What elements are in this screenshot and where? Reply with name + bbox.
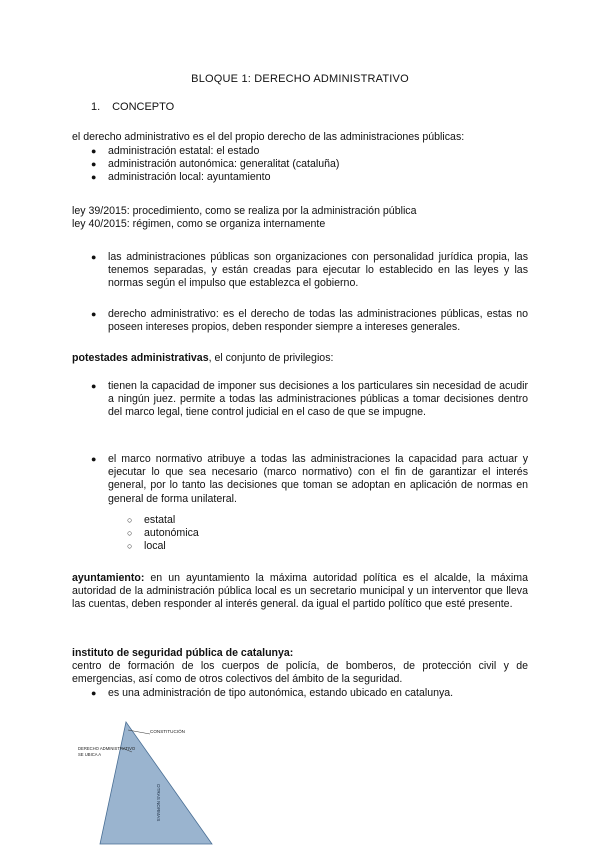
marco-bullet bbox=[91, 453, 528, 506]
list-item: ● administración local: ayuntamiento bbox=[91, 171, 271, 184]
bullet-icon: ● bbox=[91, 159, 97, 170]
list-item: ● administración autonómica: generalitat (cataluña) bbox=[91, 158, 340, 171]
laws-block bbox=[72, 205, 528, 231]
circle-bullet-icon: ○ bbox=[127, 515, 133, 525]
section-heading bbox=[91, 101, 174, 113]
instituto-bullet bbox=[91, 687, 528, 700]
admin-types-list bbox=[91, 145, 528, 185]
potestades-label: potestades administrativas bbox=[72, 352, 209, 364]
bullet-icon: ● bbox=[91, 309, 97, 319]
label-constitucion: CONSTITUCIÓN bbox=[150, 729, 185, 734]
potestades-rest: , el conjunto de privilegios: bbox=[208, 352, 334, 364]
list-item: ● es una administración de tipo autonómica, estando ubicado en catalunya. bbox=[91, 687, 454, 699]
bullet-icon: ● bbox=[91, 146, 97, 156]
pyramid-diagram bbox=[70, 718, 230, 848]
instituto-paragraph: centro de formación de los cuerpos de policía, de bomberos, de protección civil y de emergencias, así como de otros colectivos del ámbito de la seguridad. bbox=[72, 660, 528, 686]
section-title: CONCEPTO bbox=[112, 101, 175, 113]
derecho-admin-bullet bbox=[91, 308, 528, 334]
list-item: ● tienen la capacidad de imponer sus decisiones a los particulares sin necesidad de acudir a ningún juez. permite a todas las administraciones públicas a tomar decisiones dentro del marco legal, tiene control judicial en el caso de que se impugne. bbox=[91, 380, 528, 419]
ayuntamiento-paragraph: ayuntamiento: en un ayuntamiento la máxima autoridad política es el alcalde, la máxima autoridad de la administración pública local es un secretario municipal y un interventor que lleva las cuentas, deben responder al interés general. da igual el partido político que esté presente. bbox=[72, 572, 528, 611]
list-item: ● administración estatal: el estado bbox=[91, 145, 260, 157]
bullet-icon: ● bbox=[91, 381, 97, 391]
bullet-icon: ● bbox=[91, 688, 97, 698]
list-item: ● el marco normativo atribuye a todas las administraciones la capacidad para actuar y ejecutar lo que sea necesario (marco normativo) con el fin de garantizar el interés general, por lo tanto las decisiones que toman se adoptan en aplicación de normas en general de forma unilateral. bbox=[91, 453, 528, 505]
bullet-icon: ● bbox=[91, 454, 97, 464]
label-derecho-administrativo: DERECHO ADMINISTRATIVO bbox=[78, 746, 136, 751]
potestades-heading bbox=[72, 352, 528, 365]
label-otras-normas: OTRAS NORMAS bbox=[156, 784, 161, 822]
ayuntamiento-label: ayuntamiento: bbox=[72, 572, 145, 584]
bullet-icon: ● bbox=[91, 252, 97, 262]
law-line: ley 40/2015: régimen, como se organiza internamente bbox=[72, 218, 326, 231]
list-item: ○ estatal bbox=[127, 514, 176, 526]
section-number: 1. bbox=[91, 101, 101, 113]
imponer-bullet bbox=[91, 380, 528, 420]
list-item: ● derecho administrativo: es el derecho de todas las administraciones públicas, estas no poseen intereses propios, deben responder siempre a intereses generales. bbox=[91, 308, 528, 334]
list-item: ○ local bbox=[127, 540, 166, 553]
law-line: ley 39/2015: procedimiento, como se realiza por la administración pública bbox=[72, 205, 417, 217]
label-se-ubica: SE UBICA A bbox=[78, 752, 102, 757]
circle-bullet-icon: ○ bbox=[127, 541, 133, 552]
document-title: BLOQUE 1: DERECHO ADMINISTRATIVO bbox=[191, 73, 409, 85]
bullet-icon: ● bbox=[91, 172, 97, 183]
pyramid-shape bbox=[100, 722, 212, 844]
list-item: ○ autonómica bbox=[127, 527, 199, 540]
list-item: ● las administraciones públicas son organizaciones con personalidad jurídica propia, las tenemos separadas, y están creadas para ejecutar lo establecido en las leyes y las normas según el impulso que establezca el gobierno. bbox=[91, 251, 528, 290]
public-admin-bullet bbox=[91, 251, 528, 291]
levels-list bbox=[127, 514, 199, 554]
instituto-title: instituto de seguridad pública de catalunya: bbox=[72, 647, 294, 659]
circle-bullet-icon: ○ bbox=[127, 528, 133, 539]
intro-paragraph: el derecho administrativo es el del propio derecho de las administraciones públicas: bbox=[72, 131, 465, 143]
